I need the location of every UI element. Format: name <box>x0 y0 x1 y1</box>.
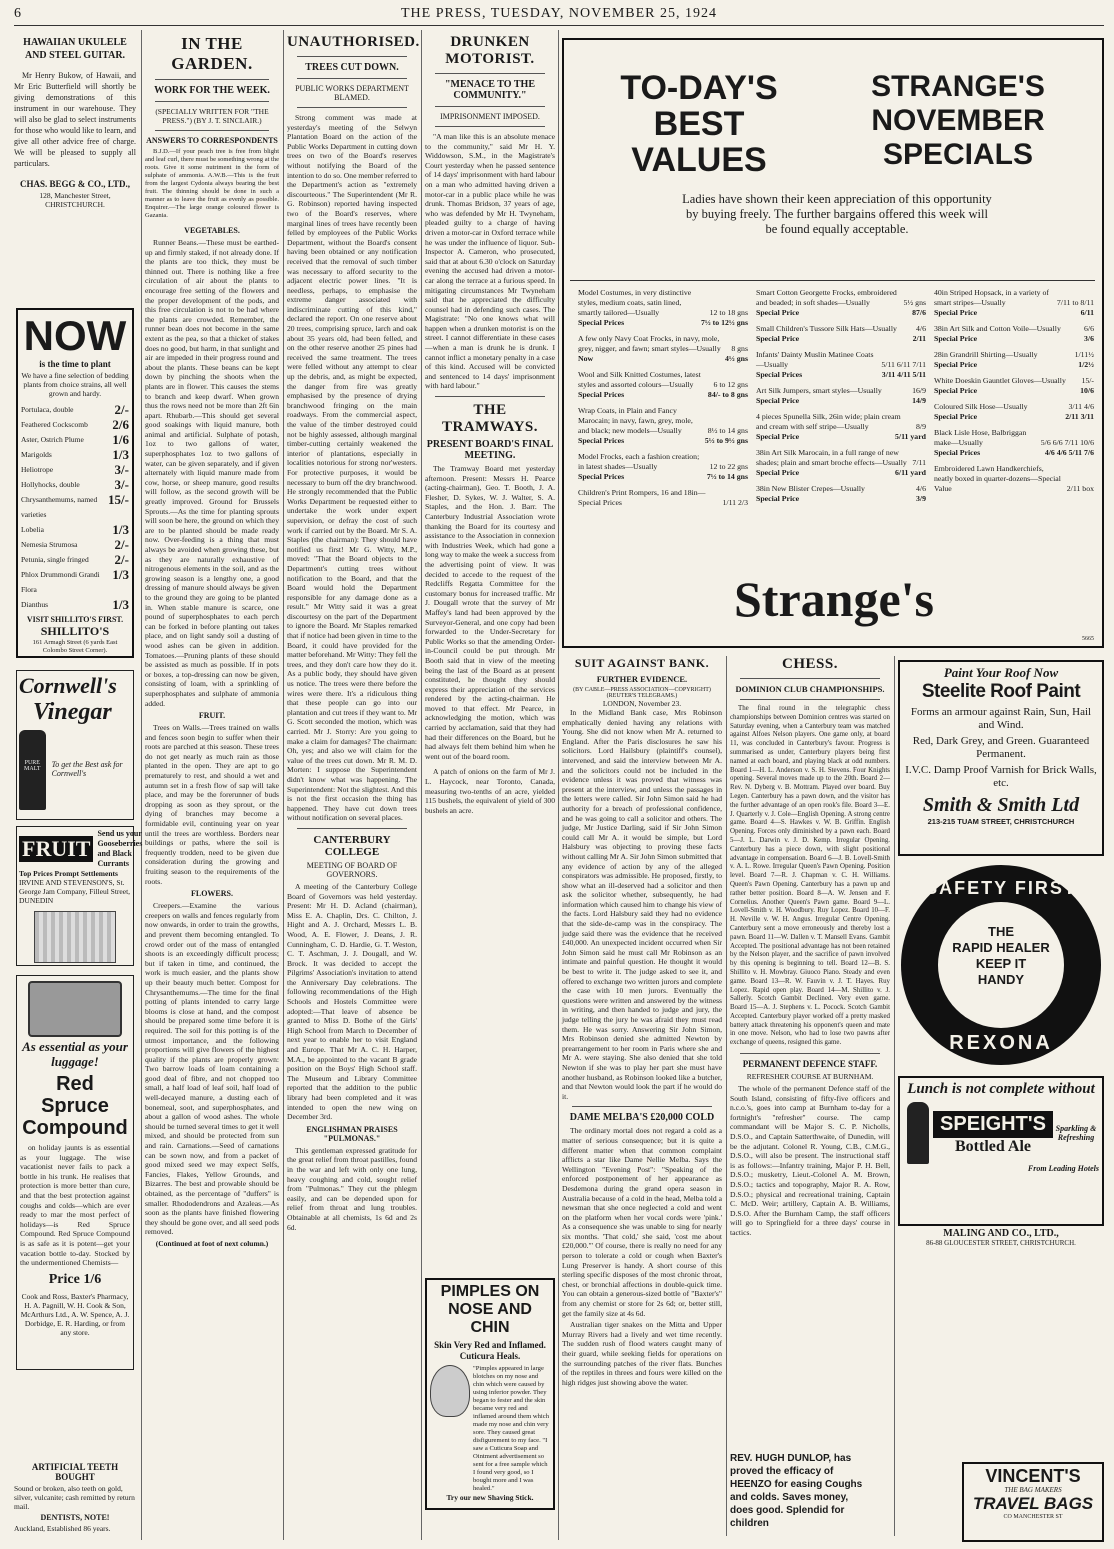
plant-price: 2/- <box>114 537 129 552</box>
stranges-price: 4/6 4/6 5/11 7/6 <box>1044 448 1094 457</box>
stranges-price: 3/11 4/6 <box>1068 402 1094 411</box>
now-intro: We have a fine selection of bedding plants from choice strains, all well grown and hardy. <box>21 371 129 398</box>
stranges-item: Special Price <box>934 308 978 317</box>
ukulele-address: 128, Manchester Street, CHRISTCHURCH. <box>39 191 111 209</box>
stranges-price: 5/11 6/11 7/11 <box>881 360 926 369</box>
steelite-firm: Smith & Smith Ltd <box>922 794 1080 816</box>
plant-name: Aster, Ostrich Plume <box>21 435 84 444</box>
stranges-line <box>934 350 1094 360</box>
stranges-item: Embroidered Lawn Handkerchiefs, neatly boxed in quarter-dozens—Special Value <box>934 464 1061 493</box>
motorist-body: "A man like this is an absolute menace to the community," said Mr H. Y. Widdowson, S.M., in the Magistrate's Court yesterday when he passed sentence of 14 days' imprisonment with hard labour on a man who admitted having driven a motor-car in a public place while he was drunk. Thomas Bridson, 37 years of age, who was defended by Mr H. Twyneham, pleaded guilty to a charge of having driven a motor-car in Oxford terrace while he was under the influence of liquor. Sub-Inspector A. Cameron, who prosecuted, said that at about 6.30 o'clock on Saturday evening the accused had driven a motor-car along the terrace at a furious speed. In mitigating circumstances Mr Twyneham said that he appreciated the difficulty counsel had in defending such cases. The Magistrate: "No one knows what will happen when a drunken motorist is on the street. I cannot differentiate in these cases—when a man is drunk he is drunk. I cannot inflict a monetary penalty in a case of this kind. Accused will be convicted and sentenced to 14 days' imprisonment with hard labour." <box>425 132 555 391</box>
now-plants-ad <box>16 308 134 658</box>
stranges-price: 15/- <box>1081 376 1094 385</box>
stranges-item: Special Price <box>934 386 978 395</box>
stranges-price: 8½ to 14 gns <box>707 426 748 435</box>
stranges-price: 4/6 <box>916 324 926 333</box>
stranges-item: Coloured Silk Hose—Usually <box>934 402 1028 411</box>
stranges-line <box>934 334 1094 344</box>
answers-body: B.J.D.—If your peach tree is free from blight and leaf curl, there must be something wrong at the roots. Give it some nutriment in the form of sulphate of ammonia. A.W.B.—This is the fruit from the largest Cydonia always bearing the best fruit. The thinning should be done in such a manner as to leave the fruit as evenly as possible. Enquirer.—The large orange coloured flower is Gazania. <box>145 148 279 219</box>
stranges-price: 1/11 2/3 <box>722 498 748 507</box>
stranges-col-c <box>934 288 1094 494</box>
now-visit: VISIT SHILLITO'S FIRST. <box>26 615 124 624</box>
stranges-price: 6/11 yard <box>895 468 926 477</box>
stranges-line <box>578 288 748 318</box>
stranges-line <box>578 390 748 400</box>
chess-subtitle: DOMINION CLUB CHAMPIONSHIPS. <box>735 684 885 694</box>
vegetables-body: Runner Beans.—These must be earthed-up and firmly staked, if not already done. If the plants are too thick, they must be thinned out. There is nothing like a free circulation of air about the plants to encourage free setting of the flowers and the proper development of the pods, and this free circulation is not to be had where the plants are crowded. Remember, the runner bean does not become in the same extent as the pea, so that a thicket of stakes does no good, but harm, in that sunlight and air are impeded in their progress round and about the plants. These beans can be kept down by pinching the shoots when the plants are in flower. This causes the stems to branch and keep dwarf. When grown thus the rows need not be more than 2ft 6in apart. Rhubarb.—This should get several good soakings with liquid manure, both animal and artificial. Sulphate of potash, 1oz to two gallons of water, superphosphates 1oz to two gallons of water, can be given separately, and if given alternately with liquid manure made from cow, horse, or sheep manure, good results will follow, as the second growth will be greatly improved. Ground for Brussels Sprouts.—As the time for planting sprouts will soon be here, the ground on which they are to be planted should be made ready now. Over-feeding is a thing that must always be avoided when growing these, but as they are naturally exhaustive of nitrogenous elements in the soil, and as the growing season is a lengthy one, a good dressing of manure should always be given to the ground they are going to be planted in. When stable manure is scarce, one pound of superphosphates to each perch can be forked in before planting out takes place, and on light sandy soil a dusting of wood ashes can be given in addition. Tomatoes.—Pruning plants of these should be assisted as much as possible. If in pots or boxes, a top-dressing can now be given, consisting of loam, with a sprinkling of superphosphates and sulphate of ammonia added. <box>145 238 279 708</box>
stranges-price: 4½ gns <box>725 354 748 363</box>
stranges-item: Special Price <box>756 396 800 405</box>
plant-name: Marigolds <box>21 450 52 459</box>
defence-title: PERMANENT DEFENCE STAFF. <box>742 1059 878 1070</box>
column-rule <box>558 30 559 1540</box>
stranges-line <box>934 412 1094 422</box>
stranges-price: 5½ to 9½ gns <box>704 436 748 445</box>
stranges-item: Special Price <box>756 468 800 477</box>
teeth-ad <box>14 1460 136 1540</box>
garden-subtitle: WORK FOR THE WEEK. <box>154 85 270 96</box>
stranges-line <box>578 488 748 508</box>
stranges-line <box>756 484 926 494</box>
red-spruce-title: Red Spruce Compound <box>22 1073 128 1139</box>
fruit-firm: IRVINE AND STEVENSON'S, St. George Jam Company, Filleul Street, DUNEDIN <box>19 878 131 905</box>
stranges-intro: Ladies have shown their keen appreciation of this opportunity by buying freely. The further bargains offered this week will be found equally acceptable. <box>682 192 992 236</box>
stranges-ad <box>562 38 1104 648</box>
steelite-address: 213-215 TUAM STREET, CHRISTCHURCH <box>927 817 1075 826</box>
maling-address: 86-88 GLOUCESTER STREET, CHRISTCHURCH. <box>926 1239 1076 1247</box>
stranges-line <box>756 432 926 442</box>
stranges-item: Special Price <box>756 334 800 343</box>
stranges-item: Special Price <box>756 494 800 503</box>
drunken-motorist-article <box>425 34 555 1074</box>
stranges-item: Model Frocks, each a fashion creation; in latest shades—Usually <box>578 452 700 471</box>
stranges-price: 2/11 box <box>1066 484 1094 493</box>
plant-item <box>21 492 129 522</box>
stranges-line <box>578 354 748 364</box>
fruit-body: Trees on Walls.—Trees trained on walls and fences soon begin to suffer when their roots are parched at this season. These trees do not get nearly as much rain as those planted in the open. They are apt to go prematurely to rest, and should a wet and autumn set in a fresh flow of sap will take place, and may be the forerunner of buds dropping as soon as they sprout, or the dying of branches may become a formidable evil, continuing year on year until the trees are worthless. Borders near buildings or paths, where the soil is frequently trodden, need to be given due consideration during the growing and fruiting season to the requirements of the roots. <box>145 723 279 886</box>
red-spruce-body: on holiday jaunts is as essential as your luggage. The wise vacationist never fails to pack a bottle in his trunk. He realises that protection is more better than cure, and that the best protection against coughs and colds—which are ever ready to mar the most perfect of holidays—is Red Spruce Compound. Red Spruce Compound is as safe as it is potent—get your vacation bottle to-day. Stocked by the undermentioned Chemists— <box>20 1143 130 1268</box>
stranges-item: Special Prices <box>578 390 625 399</box>
cuticura-title: PIMPLES ON NOSE AND CHIN <box>440 1283 540 1336</box>
stranges-line <box>756 334 926 344</box>
stranges-line <box>934 324 1094 334</box>
stranges-line <box>578 370 748 390</box>
stranges-price: 84/- to 8 gns <box>707 390 748 399</box>
stranges-price: 12 to 18 gns <box>709 308 748 317</box>
column-rule <box>421 30 422 1540</box>
stranges-price: 1/11½ <box>1074 350 1094 359</box>
unauthorised-subtitle: TREES CUT DOWN. <box>305 62 399 73</box>
rexona-line4: HANDY <box>977 972 1025 987</box>
teeth-address: Auckland, Established 86 years. <box>14 1524 111 1533</box>
fruit-sub: Top Prices Prompt Settlements <box>19 869 118 878</box>
stranges-line <box>756 396 926 406</box>
canterbury-title: CANTERBURY COLLEGE <box>313 833 391 858</box>
heenzo-text: REV. HUGH DUNLOP, has proved the efficacy of HEENZO for easing Coughs and colds. Saves money, does good. Splendid for children <box>730 1453 863 1529</box>
portrait-icon <box>430 1365 470 1417</box>
stranges-price: 1/2½ <box>1078 360 1094 369</box>
plant-item <box>21 432 129 447</box>
stranges-line <box>934 376 1094 386</box>
stranges-line <box>934 464 1094 494</box>
stranges-item: Art Silk Jumpers, smart styles—Usually <box>756 386 882 395</box>
unauthorised-article <box>287 34 420 1544</box>
stranges-price: 16/9 <box>912 386 926 395</box>
stranges-line <box>756 308 926 318</box>
stranges-item: Wrap Coats, in Plain and Fancy Marocain; in navy, fawn, grey, mole, and black; new models—Usually <box>578 406 693 435</box>
steelite-top: Paint Your Roof Now <box>943 665 1059 680</box>
speights-product: Bottled Ale <box>955 1137 1031 1155</box>
ukulele-title: HAWAIIAN UKULELE AND STEEL GUITAR. <box>23 37 127 61</box>
shillitos-firm: SHILLITO'S <box>40 624 110 638</box>
cuticura-tail: Try our new Shaving Stick. <box>446 1493 534 1502</box>
bank-suit-article <box>562 656 722 1536</box>
plant-item <box>21 537 129 552</box>
bank-body: In the Midland Bank case, Mrs Robinson emphatically denied having any relations with Young. She did not know when Mr A. returned to England. After the Paris disclosures he saw his solicitors. Lord Hailsbury (plaintiff's counsel), intervened, and said the interview between Mr A. and the solicitors could not be included in the evidence unless it was proved that witness was present at the interview, and unless the passages in the letters were called. Sir John Simon said he had authority for a breach of professional confidence, and he was going to call a solicitor and others. The judge, Mr Justice Darling, said if Sir John Simon could call Mr A. it would be simple, but Lord Halsbury was objecting to proving these facts without calling Mr A. Sir John Simon submitted that any evidence of action by any of the alleged conspirators was admissible. He proposed, firstly, to show what an ill-deserved had a solicitor and then ask the solicitor whether, subsequently, he had information which caused him to change his view of the facts. Lord Halsbury said they had no evidence that the side-de-camp was in the conspiracy. The judge said there was the evidence that he received £40,000. An unexpected incident occurred when Sir John Simon said he must call Mr Robinson as an intimate and painful question. He thought it would be best to write it. The judge asked to see it, and offered to exchange two written jurors and complete the case with 10 men jurors. Eventually the questions were written and answered by the witness in writing, and then handed to judge and jury, the judge telling the jury he was afraid they must read them. He was sorry. Answering Sir John Simon, Mrs Robinson denied she admitted Newton by prearrangement to her room in Paris where she and Mr A. were staying. She also denied that she told Newton if she was to play her part she must have another husband, as Robinson looked like a butcher, and that Newton would look the part if he would do it. <box>562 708 722 1101</box>
stranges-item: Infants' Dainty Muslin Matinee Coats—Usually <box>756 350 874 369</box>
ukulele-body: Mr Henry Bukow, of Hawaii, and Mr Eric Butterfield will shortly be giving demonstrations of this instrument in our warehouse. They will also be glad to select instruments for those who would like to learn, and give all other advice free of charge. We will be pleased to supply all particulars. <box>14 71 136 168</box>
plant-price: 15/- <box>108 492 129 507</box>
stranges-price: 6 to 12 gns <box>713 380 748 389</box>
stranges-line <box>578 436 748 446</box>
stranges-item: Model Costumes, in very distinctive styles, medium coats, satin lined, smartly tailored—Usually <box>578 288 692 317</box>
stranges-item: Special Prices <box>578 472 625 481</box>
onions-note: A patch of onions on the farm of Mr J. L. Haycock, near Toronto, Canada, measuring two-tenths of an acre, yielded 115 bushels, the equivalent of yield of 300 bushels an acre. <box>425 767 555 815</box>
stranges-price: 3/9 <box>916 494 926 503</box>
stranges-line <box>934 448 1094 458</box>
pulmonas-body: This gentleman expressed gratitude for the great relief from throat pastilles, found in the war and left with only one lung, heavy coughing and cold, sought relief from "Pulmonas." They cut the phlegm easily, and can be depended upon for relief from throat and lung troubles. Obtainable at all chemists, 1s 6d and 2s 6d. <box>287 1145 417 1232</box>
plant-name: Hollyhocks, double <box>21 480 80 489</box>
stranges-price: 7/11 to 8/11 <box>1056 298 1094 307</box>
stranges-price: 4/6 <box>916 484 926 493</box>
stranges-item: Now <box>578 354 594 363</box>
cuticura-subtitle: Skin Very Red and Inflamed. Cuticura Heals. <box>434 1340 546 1361</box>
teeth-title: ARTIFICIAL TEETH BOUGHT <box>31 1462 119 1482</box>
vincents-address: CO MANCHESTER ST <box>1003 1514 1063 1520</box>
plant-price: 1/3 <box>112 597 129 612</box>
red-spruce-tagline: As essential as your luggage! <box>22 1039 128 1069</box>
plant-price: 1/3 <box>112 522 129 537</box>
stranges-item: Smart Cotton Georgette Frocks, embroidered and beaded; in soft shades—Usually <box>756 288 897 307</box>
stranges-line <box>756 324 926 334</box>
stranges-price: 7½ to 12½ gns <box>700 318 748 327</box>
page-header <box>14 6 1104 26</box>
stranges-line <box>756 448 926 468</box>
stranges-item: Wool and Silk Knitted Costumes, latest styles and assorted colours—Usually <box>578 370 701 389</box>
rexona-line1: THE <box>988 924 1014 939</box>
unauthorised-title: UNAUTHORISED. <box>287 34 420 50</box>
stranges-line <box>578 318 748 328</box>
answers-heading: ANSWERS TO CORRESPONDENTS <box>146 136 278 145</box>
stranges-price: 5/11 yard <box>895 432 926 441</box>
cuticura-body: "Pimples appeared in large blotches on my nose and chin which were caused by using inferior powder. They began to fester and the skin became very red and inflamed around them which made my nose and chin very sore. They caused great disfigurement to my face. "I saw a Cuticura Soap and Ointment advertisement so sent for a free sample which I found very good, so I bought more and I was healed." <box>473 1365 549 1492</box>
stranges-price: 10/6 <box>1080 386 1094 395</box>
vinegar-brand: Cornwell's <box>19 673 117 698</box>
teeth-body: Sound or broken, also teeth on gold, silver, vulcanite; cash remitted by return mail. <box>14 1484 135 1511</box>
stranges-item: 40in Striped Hopsack, in a variety of smart stripes—Usually <box>934 288 1049 307</box>
stranges-left-title: TO-DAY'S BEST VALUES <box>620 69 778 179</box>
rexona-line2: RAPID HEALER <box>952 940 1050 955</box>
vincents-name: VINCENT'S <box>985 1466 1081 1486</box>
fruit-text: Send us your Gooseberries and Black Currants <box>97 829 143 868</box>
column-rule <box>894 656 895 1536</box>
garden-title: IN THE GARDEN. <box>171 34 253 73</box>
stranges-line <box>756 288 926 308</box>
stranges-line <box>578 472 748 482</box>
plant-name: Nemesia Strumosa <box>21 540 78 549</box>
chess-article <box>730 656 890 1536</box>
unauthorised-body: Strong comment was made at yesterday's meeting of the Selwyn Plantation Board on the action of the Public Works Department in cutting down trees on two of the Board's reserves without notifying the Board of the intention to do so. One member referred to the Department's action as "extremely discourteous." The Superintendent (Mr R. G. Robinson) reported having inspected two of the Board's reserves, where marginal lines of trees have recently been felled by employees of the Public Works Department, without the Board's consent having been obtained or any notification received that the removal of such timber was necessary to afford security to the adjacent electric power lines. "It is needless, perhaps, to emphasise the extreme danger associated with indiscriminate cutting of this kind," declared the report. On one reserve about 20 trees, comprising spruce, larch and oak about 35 years old, had been felled, and on the other reserve another 25 pines had received the same treatment. The trees were felled without any attempt to clear up the debris, and, as might be expected, the danger from fire was greatly emphasised by the presence of drying branchwood fringing on the main roadways. From the commercial aspect, the value of the timber destroyed could not be highly assessed, although marginal timber-cutting certainly weakened the interior of plantations, especially in localities notorious for strong nor'westers. For protective purposes, it would be necessary to burn off the dry branchwood. He strongly recommended that the Public Works Department be requested either to undertake the work under expert supervision, or defray the cost of such work if carried out by the Board. Mr S. A. Staples (the chairman): They should have notified us first! Mr G. Witty, M.P., moved: "That the Board objects to the Department's cutting trees without notification to the Board, and that the Board would hold the Department responsible for any damage done as a result." Mr Witty said it was a great discourtesy on the part of the Department to ignore the Board. Mr Staples remarked that if notice had been given in time to the Board, it could have provided for the matter beforehand. Mr Witty: They fell the trees, and they don't care how they do it. As a public body, they should have given us notice. The trees were there before the wires were there. It's a ridiculous thing that these people can go into our plantation and cut trees if they want to. Mr G. Scott seconded the motion, which was carried. Mr J. Storry: Are you going to make a claim for damages? The chairman: Oh, yes; and also we will claim for the value of the trees cut down. Mr R. M. D. Morten: I suppose the Superintendent didn't know what was happening. The Superintendent: Not the slightest. And this is not the first occasion the thing has happened. They have cut down trees without notification on several places. <box>287 113 417 823</box>
vinegar-bottle-icon <box>19 730 46 810</box>
plant-price: 2/6 <box>112 417 129 432</box>
stranges-price: 7½ to 14 gns <box>706 472 748 481</box>
melba-title: DAME MELBA'S £20,000 COLD <box>569 1112 715 1124</box>
steelite-brand: Steelite Roof Paint <box>921 681 1081 702</box>
vegetables-heading: VEGETABLES. <box>184 226 240 235</box>
speights-brand: SPEIGHT'S <box>933 1111 1053 1138</box>
ukulele-firm: CHAS. BEGG & CO., LTD., <box>20 179 130 189</box>
flowers-body: Creepers.—Examine the various creepers on walls and fences regularly from now onwards, in order to train the growths, and prevent them becoming entangled. To crowd order out of the mass of entangled shoots is an exceedingly difficult process; but if taken in time, and continued, the work is much easier, and the plants show up their beauty much better. Compost for Chrysanthemums.—The time for the final potting of plants intended to carry large blooms is close at hand, and the compost should be prepared some time before it is required. The soil for this potting is of the utmost importance, and the following proportions will give flowers of the highest quality if the plants are properly grown: Two barrow loads of loam containing a good deal of fibre, and not chopped too small, a half load of leaf soil, half load of well-decayed manure, a dusting each of bonemeal, soot, and superphosphates, and about a gallon of wood ashes. The whole should be turned several times to get it well mixed, and should be protected from sun and rain. Carnations.—Seed of carnations can be sown now, and from a packet of good mixed seed we may expect Selfs, Fancies, Flakes, Yellow Grounds, and Bizarres. The best and prowable should be obtained, as the percentage of "duffers" is smaller. Rhododendrons and Azaleas.—As soon as the plants have finished flowering they should be gone over, and all seed pods removed. <box>145 901 279 1237</box>
canterbury-body: A meeting of the Canterbury College Board of Governors was held yesterday. Present: Mr H. D. Acland (chairman), Miss E. A. Chaplin, Drs. C. Chilton, J. Hight and A. J. Orchard, Messrs L. B. Wood, A. E. Flower, J. Deans, J. R. Cunningham, C. D. Hardie, G. T. Weston, C. T. Aschman, J. J. Dougall, and W. Brock. It was decided to accept the Pilgrims' Association's invitation to attend the Anniversary Day celebrations. The following recommendations of the High Schools and Hostels Committee were adopted:—That leave of absence be granted to Miss D. Bothe of the Girls' High School from March to December of next year to enable her to visit England and Europe. That Mr A. C. H. Harper, M.A., be appointed to the vacant B grade position on the Boys' High School staff. The Museum and Library Committee reported that the addition to the public library had been completed and it was intended to open the new wing on December 3rd. <box>287 881 417 1122</box>
plant-item <box>21 477 129 492</box>
steelite-ad <box>898 660 1104 856</box>
stranges-item: 28in Grandrill Shirting—Usually <box>934 350 1038 359</box>
garden-byline: (SPECIALLY WRITTEN FOR "THE PRESS.") (BY J. T. SINCLAIR.) <box>155 107 269 125</box>
red-spruce-price: Price 1/6 <box>48 1271 102 1287</box>
vincents-product: TRAVEL BAGS <box>972 1494 1094 1513</box>
rexona-ring-top: SAFETY FIRST <box>925 878 1077 898</box>
plant-item <box>21 417 129 432</box>
motorist-title: DRUNKEN MOTORIST. <box>445 34 535 67</box>
stranges-item: Special Prices <box>934 448 981 457</box>
stranges-item: Special Price <box>756 308 800 317</box>
bank-credit: (BY CABLE—PRESS ASSOCIATION—COPYRIGHT) (REUTER'S TELEGRAMS.) <box>573 687 711 699</box>
shillitos-address: 161 Armagh Street (6 yards East Colombo Street Corner). <box>32 639 118 654</box>
tramways-title: THE TRAMWAYS. <box>441 402 539 436</box>
unauthorised-sub2: PUBLIC WORKS DEPARTMENT BLAMED. <box>295 84 409 102</box>
masthead: THE PRESS, TUESDAY, NOVEMBER 25, 1924 <box>400 6 717 21</box>
plant-name: Petunia, single fringed <box>21 555 89 564</box>
fruit-ad <box>16 826 143 966</box>
stranges-price: 6/11 <box>1080 308 1094 317</box>
speights-side2: From Leading Hotels <box>1027 1164 1099 1173</box>
plant-price: 1/3 <box>112 567 129 582</box>
cornwells-vinegar-ad <box>16 670 134 820</box>
rexona-line3: KEEP IT <box>975 956 1027 971</box>
fruit-title: FRUIT <box>19 836 93 862</box>
page-number: 6 <box>14 6 21 21</box>
plant-item <box>21 462 129 477</box>
fruit-heading: FRUIT. <box>198 711 226 721</box>
stranges-col-a <box>578 288 748 508</box>
stranges-line <box>756 350 926 370</box>
vinegar-slogan: To get the Best ask for Cornwell's <box>51 760 123 778</box>
stranges-price: 6/6 <box>1084 324 1094 333</box>
plant-name: Chrysanthemums, named varieties <box>21 495 98 519</box>
stranges-item: White Doeskin Gauntlet Gloves—Usually <box>934 376 1066 385</box>
stranges-item: 38in New Blister Crepes—Usually <box>756 484 865 493</box>
motorist-subtitle: "MENACE TO THE COMMUNITY." <box>444 79 536 101</box>
garden-continued: (Continued at foot of next column.) <box>155 1238 269 1248</box>
stranges-item: 38in Art Silk Marocain, in a full range of new shades; plain and smart broche effects—Usually <box>756 448 907 467</box>
teeth-firm: DENTISTS, NOTE! <box>40 1513 110 1522</box>
plant-name: Portulaca, double <box>21 405 74 414</box>
plant-name: Dianthus <box>21 600 49 609</box>
tramways-body: The Tramway Board met yesterday afternoon. Present: Messrs H. Pearce (acting-chairman), Geo. T. Booth, J. A. Flesher, D. Sykes, W. J. Walter, S. A. Staples, and the Hon. J. Barr. The Canterbury Industrial Association wrote thanking the Board for its courtesy and assistance to the Association in connexion with Industries Week, which had gone a long way to make the week a success from the advertising point of view. It was decided to accede to the request of the Redcliffs Regatta Committee for the customary bonus for increased traffic. Mr J. Dougall wrote that the survey of Mr Maffey's land had been approved by the Surveyor-General, and one copy had been forwarded to the Under-Secretary for Public Works so that the amending Order-in-Council could be put through. Mr Booth said that in view of the meeting being the last of the Board as at present constituted, he thought they should express their appreciation of the services rendered by the acting-chairman. He moved to that effect. Mr Pearce, in acknowledging the motion, which was carried by acclamation, said that they had had their differences on the Board, but he had always felt them behind him when he went out of the board room. <box>425 464 555 761</box>
stranges-line <box>934 308 1094 318</box>
stranges-price: 3/6 <box>1084 334 1094 343</box>
tramways-subtitle: PRESENT BOARD'S FINAL MEETING. <box>426 439 554 462</box>
stranges-line <box>578 334 748 354</box>
chess-body: The final round in the telegraphic chess championships between Dominion centres was started on Saturday evening, when a Canterbury team was matched against Alfoes Nelson players. One game only, at board 11, was concluded in Canterbury's favour. Progress is summarised as under, Canterbury players being first named at each board, and playing black at odd numbers. Board 1—H. L. Anderson v. S. H. Stevens. Four Knights opening. Several moves made up to the 20th. Board 2—Rev. N. Dyberg v. B. Mottram. Played over board. Buy Legen. Canterbury has a pawn down, and the visitor has the further advantage of an open rook's file. Board 3—E. J. Quarterly v. J. Cole—English Opening. A strong centre game. Board 4—S. Hawkes v. W. B. Griffin. English Opening. Forces only diminished by a pawn each. Board 5—J. L. Darwin v. J. D. Kemp. Irregular Opening. Canterbury has a piece down, with slight positional advantage in compensation. Board 6—J. B. Lovell-Smith v. A. L. Rowe. Irregular Queen's Pawn Opening. Position level. Board 7—R. J. Chapman v. C. H. Williams. Queen's Pawn Opening. Canterbury has a pawn up and rather better position. Board 8—A. W. Jensen and F. Cornelius. Another Queen's Pawn game. Board 9—L. Lovell-Smith v. H. Woodbury. Ruy Lopez. Board 10—F. H. Neville v. W. H. Angus. Irregular Centre Opening. Canterbury sent a move erroneously and thereby lost a pawn. Board 11—W. Dallen v. T. Mansell Evans. Gambit Accepted. The positional advantage has not been retained by the Nelson player, and the sacrifice of pawn involved by this opening is beginning to tell. Board 12—B. S. Shillito v. H. Mowbray. Giuoco Piano. Steady and even game. Board 13—R. W. Fauvin v. J. T. Hayes. Ruy Lopez. Rapid open play. Board 14—M. Shillito v. J. Sallerly. Scotch Gambit Declined. Very even game. Board 15—A. J. Stephens v. L. Pocock. Scotch Gambit Accepted. Canterbury player worked off a pretty masked battery attack threatening his opponent's queen and mate in one move. Nelson, who had to lose two pawns after exchange of queens, resigned this game. <box>730 705 890 1047</box>
steelite-line3: I.V.C. Damp Proof Varnish for Brick Walls, etc. <box>905 764 1097 789</box>
stranges-item: Special Price <box>934 412 978 421</box>
speights-side1: Sparkling & Refreshing <box>1055 1124 1097 1142</box>
column-rule <box>726 656 727 1536</box>
plant-item <box>21 567 129 597</box>
tiger-snakes-note: Australian tiger snakes on the Mitta and Upper Murray Rivers had a lively and wet time recently. The sudden rush of flood waters caught many of their guard, while seeking fields for operations on the surrounding patches of the river flats. Bunches of the reptiles in threes and fours were killed on the high ridges just showing above the water. <box>562 1320 722 1387</box>
stranges-price: 2/11 <box>912 334 926 343</box>
column-rule <box>141 30 142 1540</box>
stranges-line <box>934 428 1094 448</box>
plant-price-list <box>21 402 129 612</box>
flowers-heading: FLOWERS. <box>190 889 233 899</box>
motorist-sub2: IMPRISONMENT IMPOSED. <box>440 112 540 121</box>
plant-item <box>21 597 129 612</box>
stranges-item: Special Prices <box>578 318 625 327</box>
plant-item <box>21 522 129 537</box>
garden-article <box>145 34 279 1544</box>
stranges-line <box>578 452 748 472</box>
stranges-price: 8/9 <box>916 422 926 431</box>
plant-item <box>21 402 129 417</box>
bank-subtitle: FURTHER EVIDENCE. <box>596 674 688 684</box>
chess-title: CHESS. <box>782 656 838 672</box>
plant-name: Heliotrope <box>21 465 54 474</box>
heenzo-ad <box>730 1452 870 1542</box>
stranges-price: 7/11 <box>912 458 926 467</box>
cuticura-ad <box>425 1278 555 1510</box>
speights-script: Lunch is not complete without <box>907 1081 1095 1097</box>
speights-ad <box>898 1076 1104 1226</box>
stranges-item: A few only Navy Coat Frocks, in navy, mole, grey, nigger, and fawn; smart styles—Usually <box>578 334 721 353</box>
stranges-line <box>934 288 1094 308</box>
stranges-line <box>756 370 926 380</box>
stranges-item: Special Price <box>934 334 978 343</box>
stranges-price: 12 to 22 gns <box>709 462 748 471</box>
rexona-ad <box>898 862 1104 1068</box>
stranges-price: 5/6 6/6 7/11 10/6 <box>1040 438 1094 447</box>
stranges-item: Small Children's Tussore Silk Hats—Usually <box>756 324 897 333</box>
plant-item <box>21 447 129 462</box>
rexona-ring-bottom: REXONA <box>949 1032 1053 1054</box>
luggage-icon <box>28 981 122 1037</box>
stranges-item: Special Prices <box>756 370 803 379</box>
now-tagline: is the time to plant <box>39 359 111 369</box>
red-spruce-stockists: Cook and Ross, Baxter's Pharmacy, H. A. Pagnill, W. H. Cook & Son, McArthurs Ltd., A. W. Spence, A. J. Dorbidge, E. R. Harding, or from any store. <box>20 1291 130 1337</box>
stranges-item: Special Price <box>934 360 978 369</box>
stranges-line <box>934 402 1094 412</box>
vinegar-product: Vinegar <box>33 699 112 725</box>
stranges-right-title: STRANGE'S NOVEMBER SPECIALS <box>871 70 1045 171</box>
stranges-line <box>756 386 926 396</box>
plant-price: 3/- <box>114 477 129 492</box>
plant-price: 3/- <box>114 462 129 477</box>
plant-price: 1/3 <box>112 447 129 462</box>
bank-title: SUIT AGAINST BANK. <box>574 656 710 670</box>
vinegar-label: PURE MALT <box>24 760 41 772</box>
stranges-item: 4 pieces Spunella Silk, 26in wide; plain cream and cream with self stripe—Usually <box>756 412 901 431</box>
stranges-price: 2/11 3/11 <box>1065 412 1094 421</box>
stranges-price: 8 gns <box>731 344 748 353</box>
stranges-price: 87/6 <box>912 308 926 317</box>
melba-body: The ordinary mortal does not regard a cold as a matter of serious consequence; but it is quite a different matter when that common complaint afflicts a star like Dame Nellie Melba. Says the Wellington "Evening Post": "Speaking of the enforced postponement of her appearance as Desdemona during the grand opera season in Australia because of a cold in the head, Melba told a newsman that she once neglected a cold and went on the platform when her vocal cords were 'pink.' As a consequence she was unable to sing for nearly six months. 'That cold,' she said, 'cost me about £20,000.'" Of course, there is really no need for any person to tolerate a cold or cough when Baxter's Lung Preserver is handy. A short course of this sterling specific disposes of the most chronic throat, chest, or bronchial affections in double-quick time. You can obtain a generous-sized bottle of "Baxter's" from any chemist or store for 2s 6d; or, better still, get the family size at 4s 6d. <box>562 1126 722 1318</box>
stranges-price: 3/11 4/11 5/11 <box>881 370 926 379</box>
stranges-item: 38in Art Silk and Cotton Voile—Usually <box>934 324 1061 333</box>
ukulele-notice <box>14 34 136 254</box>
steelite-line1: Forms an armour against Rain, Sun, Hail and Wind. <box>910 706 1092 731</box>
stranges-item: Black Lisle Hose, Balbriggan make—Usually <box>934 428 1027 447</box>
stranges-item: Special Prices <box>578 436 625 445</box>
canterbury-subtitle: MEETING OF BOARD OF GOVERNORS. <box>306 860 398 879</box>
vincents-sub: THE BAG MAKERS <box>1004 1486 1062 1494</box>
stranges-line <box>934 360 1094 370</box>
now-title: NOW <box>23 312 127 359</box>
stranges-logo: Strange's <box>734 571 934 627</box>
steelite-line2: Red, Dark Grey, and Green. Guaranteed Permanent. <box>912 735 1090 760</box>
column-rule <box>283 30 284 1540</box>
maling-ad <box>898 1228 1104 1256</box>
defence-body: The whole of the permanent Defence staff of the South Island, consisting of fifty-five officers and n.c.o.'s, goes into camp at Burnham to-day for a fortnight's "refresher" course. The camp commandant will be Major S. C. P. Nicholls, D.S.O., and Captain Satterthwaite, of Dunedin, will be the adjutant. Colonel R. Young, C.B., C.M.G., D.S.O., will also be present. The instructional staff is as follows:—Infantry training, Major P. H. Bell, D.S.O.; musketry, Lieut.-Colonel A. M. Brown, D.S.O.; tactics and topography, Major R. A. Row, D.S.O.; physical and recreational training, Captain C. McD. Weir; artillery, Captain A. B. Williams, D.S.O. After the Burnham Camp, the staff officers will go to Springfield for a three days' course in tactics. <box>730 1084 890 1237</box>
maling-firm: MALING AND CO., LTD., <box>943 1228 1059 1239</box>
vincents-ad <box>962 1462 1104 1542</box>
plant-item <box>21 552 129 567</box>
stranges-item: Special Price <box>756 432 800 441</box>
plant-price: 1/6 <box>112 432 129 447</box>
plant-price: 2/- <box>114 402 129 417</box>
stranges-line <box>934 386 1094 396</box>
stranges-line <box>756 468 926 478</box>
stranges-line <box>756 494 926 504</box>
stranges-line <box>578 406 748 436</box>
plant-name: Phlox Drummondi Grandi Flora <box>21 570 100 594</box>
stranges-price: 5½ gns <box>903 298 926 307</box>
red-spruce-ad <box>16 975 134 1370</box>
pulmonas-title: ENGLISHMAN PRAISES "PULMONAS." <box>306 1124 398 1143</box>
stranges-price: 14/9 <box>912 396 926 405</box>
bottle-icon <box>907 1102 929 1164</box>
plant-price: 2/- <box>114 552 129 567</box>
plant-name: Feathered Cockscomb <box>21 420 88 429</box>
bank-dateline: LONDON, November 23. <box>602 699 682 708</box>
defence-subtitle: REFRESHER COURSE AT BURNHAM. <box>746 1072 874 1082</box>
stranges-line <box>756 412 926 432</box>
jam-machine-icon <box>34 911 116 963</box>
stranges-item: Children's Print Rompers, 16 and 18in—Special Prices <box>578 488 706 507</box>
plant-name: Lobelia <box>21 525 44 534</box>
stranges-code: 5665 <box>1082 636 1094 642</box>
stranges-col-b <box>756 288 926 510</box>
